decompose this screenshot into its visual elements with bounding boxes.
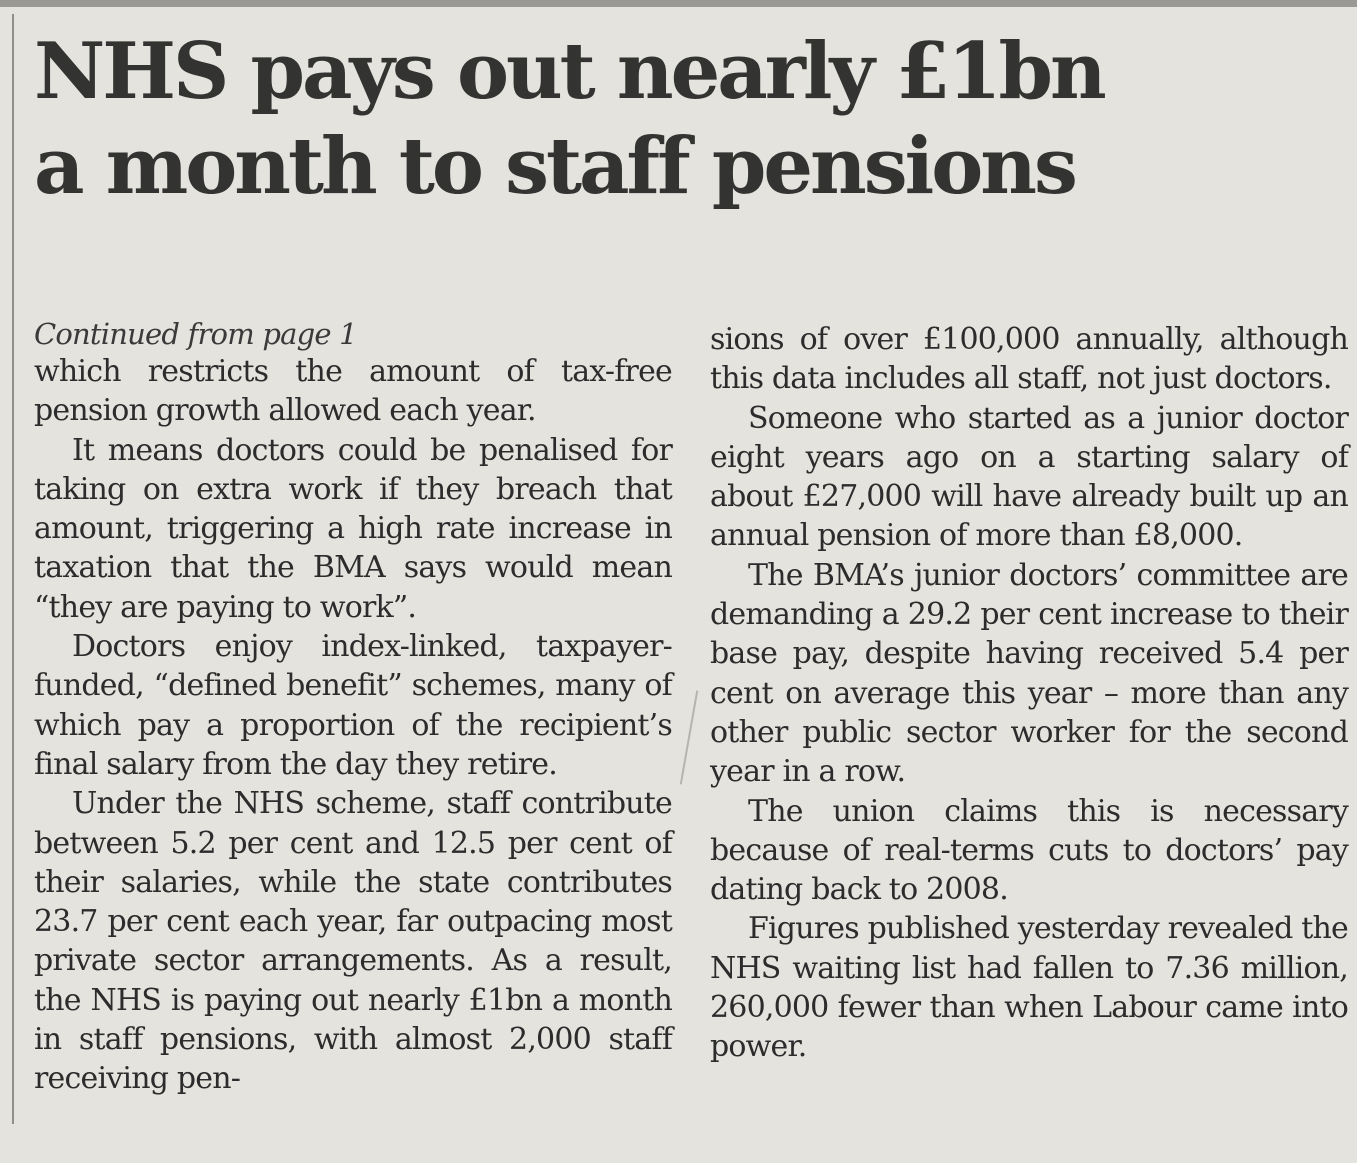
headline-line-1: NHS pays out nearly £1bn (34, 26, 1104, 117)
left-column-rule (12, 14, 14, 1124)
paragraph: sions of over £100,000 annually, although this data includes all staff, not just doctors. (710, 322, 1348, 397)
paragraph: It means doctors could be penalised for taking on extra work if they breach that amount, triggering a high rate increase in taxation that the BMA says would mean “they are paying to work”. (34, 432, 672, 625)
paragraph: Doctors enjoy index-linked, taxpayer-funded, “defined benefit” schemes, many of which pay a proportion of the recipient’s final salary from the day they retire. (34, 629, 672, 782)
right-column (710, 320, 1348, 1067)
continued-from-kicker: Continued from page 1 (34, 317, 357, 351)
paragraph: which restricts the amount of tax-free pension growth allowed each year. (34, 354, 672, 429)
paragraph: Under the NHS scheme, staff contribute between 5.2 per cent and 12.5 per cent of their salaries, while the state contributes 23.7 per cent each year, far outpacing most private sector arrangements. As a result, the NHS is paying out nearly £1bn a month in staff pensions, with almost 2,000 staff receiving pen- (34, 786, 672, 1097)
column-divider (680, 691, 698, 785)
left-column (34, 316, 672, 1099)
paragraph: The union claims this is necessary because of real-terms cuts to doctors’ pay dating back to 2008. (710, 793, 1348, 908)
top-rule (0, 0, 1357, 7)
paragraph: Figures published yesterday revealed the NHS waiting list had fallen to 7.36 million, 260,000 fewer than when Labour came into power. (710, 911, 1348, 1065)
paragraph: Someone who started as a junior doctor eight years ago on a starting salary of about £27,000 will have already built up an annual pension of more than £8,000. (710, 400, 1348, 554)
headline-line-2: a month to staff pensions (34, 121, 1075, 212)
headline (34, 24, 1334, 214)
paragraph: The BMA’s junior doctors’ committee are demanding a 29.2 per cent increase to their base pay, despite having received 5.4 per cent on average this year – more than any other public sector worker for the second year in a row. (710, 557, 1348, 790)
